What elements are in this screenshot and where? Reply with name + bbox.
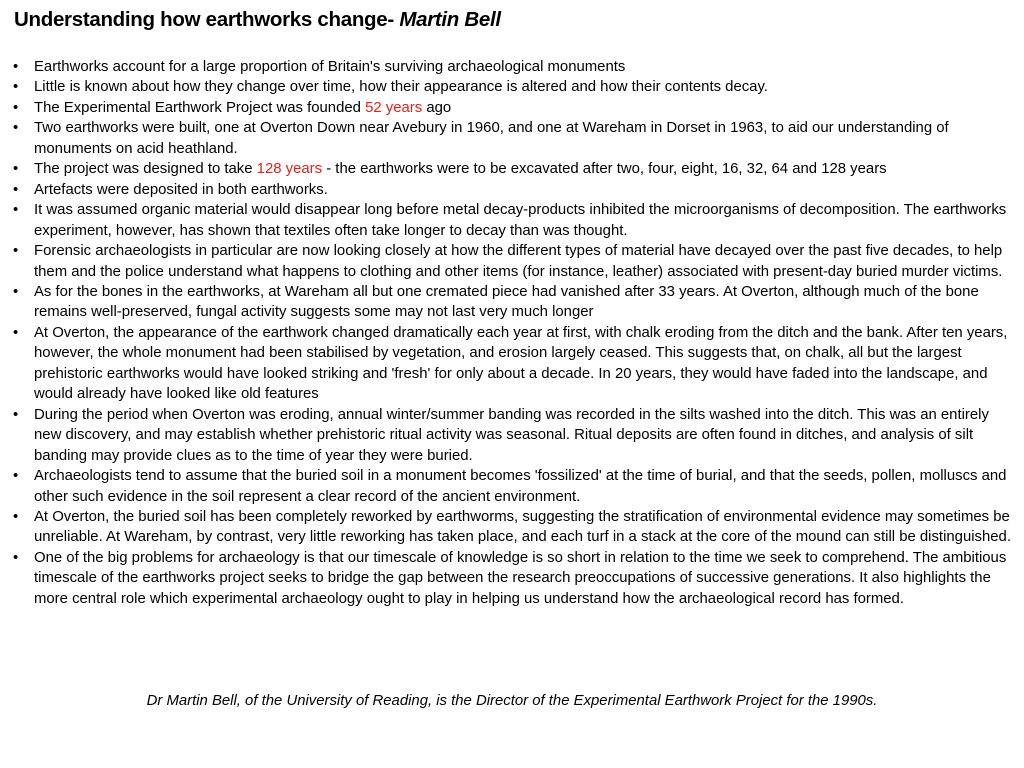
highlighted-years: 128 years bbox=[256, 161, 323, 178]
bullet-item bbox=[13, 323, 1017, 405]
bullet-list bbox=[13, 57, 1017, 609]
bullet-marker: • bbox=[13, 181, 19, 198]
bullet-marker: • bbox=[13, 120, 19, 137]
bullet-item bbox=[13, 180, 1017, 200]
bullet-item bbox=[13, 405, 1017, 466]
bullet-marker: • bbox=[13, 59, 19, 75]
bullet-text: ago bbox=[422, 99, 452, 116]
bullet-text: Earthworks account for a large proportion of Britain's surviving archaeological monuments bbox=[34, 59, 626, 75]
bullet-marker: • bbox=[13, 549, 19, 566]
bullet-text: Two earthworks were built, one at Overton Down near Avebury in 1960, and one at Wareham in Dorset in 1963, to aid our understanding of monuments on acid heathland. bbox=[34, 120, 949, 157]
bullet-text: Forensic archaeologists in particular are now looking closely at how the different types of material have decayed over the past five decades, to help them and the police understand what happens to clothing and other items (for instance, leather) associated with present-day buried murder victims. bbox=[34, 243, 1003, 280]
slide-title bbox=[14, 6, 501, 34]
bullet-text: The project was designed to take bbox=[34, 161, 257, 178]
bullet-text: - the earthworks were to be excavated after two, four, eight, 16, 32, 64 and 128 years bbox=[322, 161, 887, 178]
bullet-marker: • bbox=[13, 79, 19, 96]
bullet-item bbox=[13, 57, 1017, 77]
bullet-marker: • bbox=[13, 406, 19, 423]
bullet-item bbox=[13, 159, 1017, 179]
bullet-item bbox=[13, 241, 1017, 282]
bullet-text: As for the bones in the earthworks, at Wareham all but one cremated piece had vanished after 33 years. At Overton, although much of the bone remains well-preserved, fungal activity suggests some may not last very much longer bbox=[34, 283, 979, 321]
bullet-item bbox=[13, 118, 1017, 159]
bullet-text: Archaeologists tend to assume that the buried soil in a monument becomes 'fossilized' at the time of burial, and that the seeds, pollen, molluscs and other such evidence in the soil represent a clear record of the ancient environment. bbox=[34, 468, 1007, 505]
title-text: Understanding how earthworks change- bbox=[14, 8, 394, 31]
bullet-text: At Overton, the buried soil has been completely reworked by earthworms, suggesting the stratification of environmental evidence may sometimes be unreliable. At Wareham, by contrast, very little reworking has taken place, and each turf in a stack at the core of the mound can still be distinguished. bbox=[34, 508, 1011, 546]
bullet-item bbox=[13, 98, 1017, 118]
bullet-marker: • bbox=[13, 243, 19, 260]
bullet-item bbox=[13, 466, 1017, 507]
bullet-marker: • bbox=[13, 283, 19, 300]
bullet-text: During the period when Overton was eroding, annual winter/summer banding was recorded in the silts washed into the ditch. This was an entirely new discovery, and may establish whether prehistoric ritual activity was seasonal. Ritual deposits are often found in ditches, and analysis of silt banding may provide clues as to the time of year they were buried. bbox=[34, 406, 989, 464]
bullet-marker: • bbox=[13, 468, 19, 485]
bullet-text: Little is known about how they change over time, how their appearance is altered and how their contents decay. bbox=[34, 79, 768, 96]
bullet-item bbox=[13, 282, 1017, 323]
bullet-item bbox=[13, 200, 1017, 241]
bullet-marker: • bbox=[13, 99, 19, 116]
title-author: Martin Bell bbox=[399, 8, 501, 31]
bullet-item bbox=[13, 77, 1017, 97]
bullet-marker: • bbox=[13, 324, 19, 341]
bullet-marker: • bbox=[13, 202, 19, 219]
bullet-text: Artefacts were deposited in both earthworks. bbox=[34, 181, 328, 198]
bullet-text: It was assumed organic material would disappear long before metal decay-products inhibited the microorganisms of decomposition. The earthworks experiment, however, has shown that textiles often take longer to decay than was thought. bbox=[34, 202, 1007, 239]
bullet-item bbox=[13, 507, 1017, 548]
highlighted-years: 52 years bbox=[365, 99, 423, 116]
bullet-text: The Experimental Earthwork Project was founded bbox=[34, 99, 366, 116]
bullet-marker: • bbox=[13, 508, 19, 525]
bullet-item bbox=[13, 548, 1017, 609]
footer-credit: Dr Martin Bell, of the University of Reading, is the Director of the Experimental Earthwork Project for the 1990s. bbox=[146, 693, 878, 709]
bullet-text: One of the big problems for archaeology is that our timescale of knowledge is so short in relation to the time we seek to comprehend. The ambitious timescale of the earthworks project seeks to bridge the gap between the research preoccupations of successive generations. It also highlights the more central role which experimental archaeology ought to play in helping us understand how the archaeological record has formed. bbox=[34, 549, 1007, 607]
bullet-text: At Overton, the appearance of the earthwork changed dramatically each year at first, with chalk eroding from the ditch and the bank. After ten years, however, the whole monument had been stabilised by vegetation, and erosion largely ceased. This suggests that, on chalk, all but the largest prehistoric earthworks would have looked striking and 'fresh' for only about a decade. In 20 years, they would have faded into the landscape, and would already have looked like old features bbox=[34, 324, 1008, 403]
bullet-marker: • bbox=[13, 161, 19, 178]
